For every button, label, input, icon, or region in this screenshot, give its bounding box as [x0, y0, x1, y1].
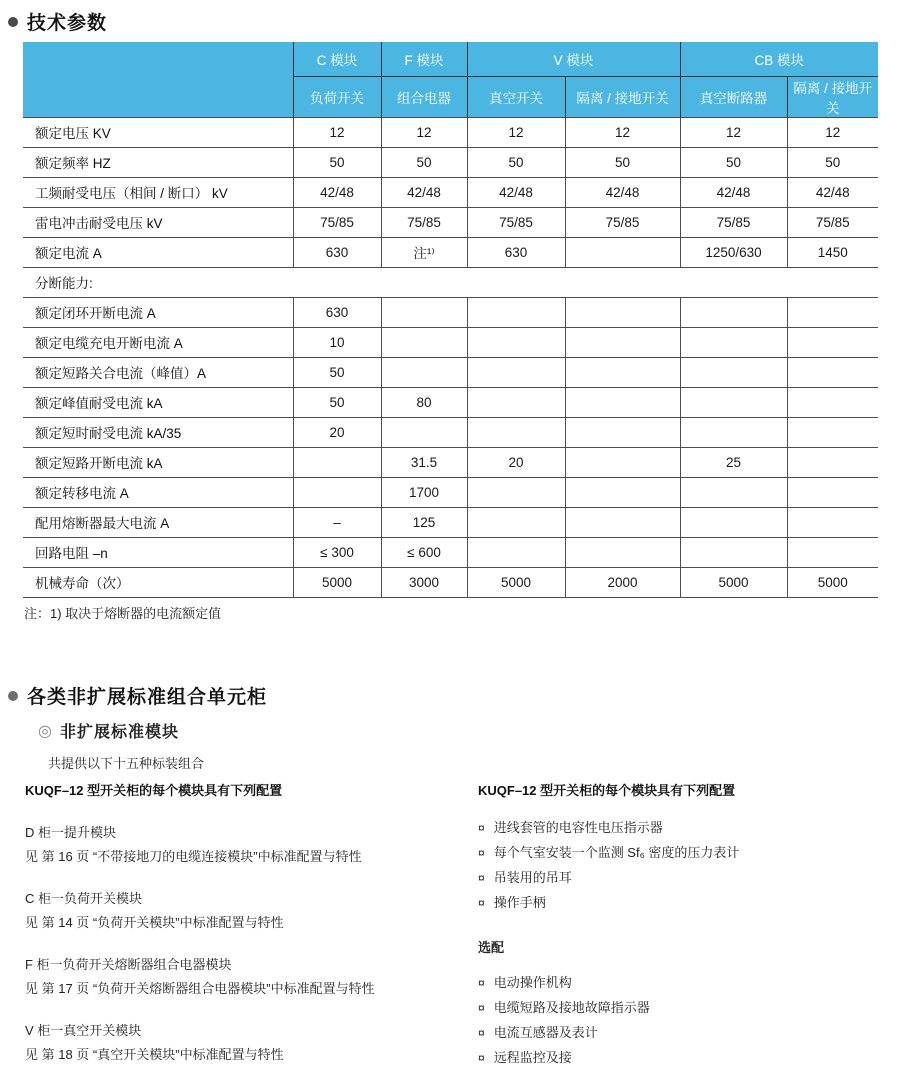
module-item	[25, 824, 470, 866]
table-row	[23, 357, 878, 387]
module-list-column	[25, 782, 470, 1064]
subheader-combined-apparatus: 组合电器	[381, 76, 467, 117]
module-item-reference: 见 第 16 页 “不带接地刀的电缆连接模块”中标准配置与特性	[25, 849, 362, 864]
value-cell	[680, 357, 787, 387]
table-footnote: 注：1) 取决于熔断器的电流额定值	[24, 606, 222, 621]
value-cell: 2000	[565, 567, 680, 597]
value-cell: 12	[381, 117, 467, 147]
subsection-title: 非扩展标准模块	[59, 724, 179, 741]
value-cell	[381, 297, 467, 327]
value-cell	[787, 297, 878, 327]
value-cell: 50	[293, 357, 381, 387]
value-cell: 125	[381, 507, 467, 537]
row-label-cell: 额定电缆充电开断电流 A	[23, 327, 293, 357]
value-cell	[293, 447, 381, 477]
config-item-text: 电缆短路及接地故障指示器	[493, 1000, 650, 1015]
table-row	[23, 387, 878, 417]
group-f: F 模块	[381, 42, 467, 76]
value-cell	[565, 537, 680, 567]
value-cell: 50	[680, 147, 787, 177]
module-item-reference: 见 第 17 页 “负荷开关熔断器组合电器模块”中标准配置与特性	[25, 981, 375, 996]
value-cell	[680, 507, 787, 537]
corner-cell	[23, 42, 293, 117]
value-cell: 42/48	[381, 177, 467, 207]
module-item-reference: 见 第 18 页 “真空开关模块”中标准配置与特性	[25, 1047, 284, 1062]
config-list-item	[478, 1024, 888, 1042]
group-v: V 模块	[467, 42, 680, 76]
module-item	[25, 1022, 470, 1064]
spec-table-header	[23, 42, 878, 117]
value-cell: 25	[680, 447, 787, 477]
config-item-text: 电流互感器及表计	[493, 1025, 598, 1040]
value-cell	[467, 327, 565, 357]
value-cell	[381, 417, 467, 447]
row-label-cell: 额定闭环开断电流 A	[23, 297, 293, 327]
square-bullet-icon: ¤	[478, 821, 485, 835]
module-item-title: V 柜一真空开关模块	[25, 1023, 142, 1038]
row-label-cell: 额定电流 A	[23, 237, 293, 267]
config-list-item	[478, 894, 888, 912]
value-cell	[680, 387, 787, 417]
optional-heading: 选配	[478, 940, 505, 955]
intro-text: 共提供以下十五种标装组合	[48, 756, 205, 771]
spec-table-body	[23, 117, 878, 597]
value-cell: 75/85	[787, 207, 878, 237]
value-cell: 42/48	[787, 177, 878, 207]
value-cell: 12	[680, 117, 787, 147]
value-cell: 42/48	[293, 177, 381, 207]
subheader-isolating-earthing-switch-cb: 隔离 / 接地开关	[787, 76, 878, 117]
module-item-title: F 柜一负荷开关熔断器组合电器模块	[25, 957, 232, 972]
value-cell: 31.5	[381, 447, 467, 477]
config-list-item	[478, 999, 888, 1017]
row-label-cell: 额定峰值耐受电流 kA	[23, 387, 293, 417]
value-cell	[467, 297, 565, 327]
value-cell: 75/85	[293, 207, 381, 237]
config-item-text: 电动操作机构	[493, 975, 572, 990]
value-cell: 5000	[680, 567, 787, 597]
value-cell: 1700	[381, 477, 467, 507]
value-cell	[787, 447, 878, 477]
value-cell: 630	[293, 237, 381, 267]
table-section-row	[23, 267, 878, 297]
value-cell: 注¹⁾	[381, 237, 467, 267]
config-list-item	[478, 819, 888, 837]
section-technical-parameters	[8, 8, 107, 35]
subheader-vacuum-switch: 真空开关	[467, 76, 565, 117]
square-bullet-icon: ¤	[478, 976, 485, 990]
value-cell: –	[293, 507, 381, 537]
value-cell	[680, 477, 787, 507]
value-cell: 5000	[293, 567, 381, 597]
table-row	[23, 117, 878, 147]
value-cell	[787, 417, 878, 447]
table-row	[23, 537, 878, 567]
config-item-text: 吊装用的吊耳	[493, 870, 572, 885]
table-row	[23, 477, 878, 507]
config-list-item	[478, 869, 888, 887]
module-item-reference: 见 第 14 页 “负荷开关模块”中标准配置与特性	[25, 915, 284, 930]
module-item-title: C 柜一负荷开关模块	[25, 891, 143, 906]
config-list-item	[478, 844, 888, 862]
value-cell: 50	[293, 147, 381, 177]
value-cell: 1250/630	[680, 237, 787, 267]
subsection-non-extensible-modules	[38, 719, 179, 742]
value-cell	[565, 387, 680, 417]
value-cell: 12	[787, 117, 878, 147]
configuration-column	[478, 782, 888, 1074]
table-row	[23, 177, 878, 207]
group-cb: CB 模块	[680, 42, 878, 76]
section-title: 技术参数	[27, 13, 108, 34]
value-cell	[787, 477, 878, 507]
value-cell	[467, 507, 565, 537]
value-cell	[381, 327, 467, 357]
row-label-cell: 额定电压 KV	[23, 117, 293, 147]
value-cell: 12	[565, 117, 680, 147]
module-item	[25, 956, 470, 998]
table-row	[23, 237, 878, 267]
value-cell: 20	[467, 447, 565, 477]
row-label-cell: 额定短时耐受电流 kA/35	[23, 417, 293, 447]
value-cell: 12	[293, 117, 381, 147]
value-cell: ≤ 600	[381, 537, 467, 567]
value-cell: 75/85	[467, 207, 565, 237]
value-cell	[565, 507, 680, 537]
square-bullet-icon: ¤	[478, 896, 485, 910]
module-item	[25, 890, 470, 932]
table-row	[23, 507, 878, 537]
subheader-vacuum-breaker: 真空断路器	[680, 76, 787, 117]
group-header-row	[23, 42, 878, 76]
value-cell: 5000	[467, 567, 565, 597]
standard-config-list	[478, 819, 888, 912]
value-cell	[680, 297, 787, 327]
value-cell	[787, 327, 878, 357]
table-row	[23, 327, 878, 357]
value-cell	[467, 417, 565, 447]
value-cell: 42/48	[467, 177, 565, 207]
value-cell: ≤ 300	[293, 537, 381, 567]
table-row	[23, 567, 878, 597]
value-cell: 1450	[787, 237, 878, 267]
value-cell	[565, 357, 680, 387]
value-cell	[787, 507, 878, 537]
value-cell: 50	[467, 147, 565, 177]
row-label-cell: 额定短路关合电流（峰值）A	[23, 357, 293, 387]
value-cell	[467, 387, 565, 417]
row-label-cell: 配用熔断器最大电流 A	[23, 507, 293, 537]
value-cell: 42/48	[680, 177, 787, 207]
square-bullet-icon: ¤	[478, 1001, 485, 1015]
row-label-cell: 额定转移电流 A	[23, 477, 293, 507]
value-cell	[565, 327, 680, 357]
square-bullet-icon: ¤	[478, 871, 485, 885]
subheader-load-switch: 负荷开关	[293, 76, 381, 117]
value-cell: 10	[293, 327, 381, 357]
square-bullet-icon: ¤	[478, 846, 485, 860]
table-row	[23, 417, 878, 447]
config-list-item	[478, 1049, 888, 1067]
value-cell: 50	[381, 147, 467, 177]
row-label-cell: 额定短路开断电流 kA	[23, 447, 293, 477]
value-cell	[565, 417, 680, 447]
value-cell	[680, 537, 787, 567]
value-cell	[787, 537, 878, 567]
value-cell	[293, 477, 381, 507]
left-column-heading: KUQF–12 型开关柜的每个模块具有下列配置	[25, 783, 283, 798]
optional-config-list	[478, 974, 888, 1067]
value-cell: 630	[293, 297, 381, 327]
value-cell	[467, 357, 565, 387]
config-item-text: 每个气室安装一个监测 Sf₆ 密度的压力表计	[493, 845, 740, 860]
table-row	[23, 297, 878, 327]
square-bullet-icon: ¤	[478, 1026, 485, 1040]
config-list-item	[478, 974, 888, 992]
value-cell: 42/48	[565, 177, 680, 207]
table-row	[23, 447, 878, 477]
value-cell	[381, 357, 467, 387]
right-column-heading: KUQF–12 型开关柜的每个模块具有下列配置	[478, 783, 736, 798]
spec-table	[23, 42, 878, 598]
section-label-cell: 分断能力:	[23, 267, 878, 297]
value-cell	[565, 447, 680, 477]
row-label-cell: 雷电冲击耐受电压 kV	[23, 207, 293, 237]
value-cell	[467, 537, 565, 567]
section-standard-units	[8, 682, 267, 709]
value-cell	[565, 477, 680, 507]
table-row	[23, 207, 878, 237]
row-label-cell: 回路电阻 –n	[23, 537, 293, 567]
value-cell	[467, 477, 565, 507]
value-cell: 3000	[381, 567, 467, 597]
module-items	[25, 824, 470, 1064]
value-cell: 20	[293, 417, 381, 447]
row-label-cell: 机械寿命（次）	[23, 567, 293, 597]
row-label-cell: 额定频率 HZ	[23, 147, 293, 177]
section-title: 各类非扩展标准组合单元柜	[27, 687, 268, 708]
value-cell	[787, 387, 878, 417]
section-bullet-icon	[8, 17, 18, 27]
value-cell: 630	[467, 237, 565, 267]
value-cell: 12	[467, 117, 565, 147]
value-cell: 75/85	[565, 207, 680, 237]
value-cell: 75/85	[381, 207, 467, 237]
value-cell	[680, 417, 787, 447]
group-c: C 模块	[293, 42, 381, 76]
square-bullet-icon: ¤	[478, 1051, 485, 1065]
section-bullet-icon	[8, 691, 18, 701]
value-cell: 80	[381, 387, 467, 417]
config-item-text: 操作手柄	[493, 895, 546, 910]
config-item-text: 进线套管的电容性电压指示器	[493, 820, 663, 835]
module-item-title: D 柜一提升模块	[25, 825, 117, 840]
value-cell	[565, 297, 680, 327]
value-cell: 50	[293, 387, 381, 417]
table-row	[23, 147, 878, 177]
value-cell	[787, 357, 878, 387]
subheader-isolating-earthing-switch-v: 隔离 / 接地开关	[565, 76, 680, 117]
value-cell	[680, 327, 787, 357]
value-cell	[565, 237, 680, 267]
config-item-text: 远程监控及接	[493, 1050, 572, 1065]
value-cell: 75/85	[680, 207, 787, 237]
double-circle-bullet-icon: ◎	[38, 722, 52, 740]
value-cell: 50	[565, 147, 680, 177]
value-cell: 50	[787, 147, 878, 177]
row-label-cell: 工频耐受电压（相间 / 断口） kV	[23, 177, 293, 207]
value-cell: 5000	[787, 567, 878, 597]
